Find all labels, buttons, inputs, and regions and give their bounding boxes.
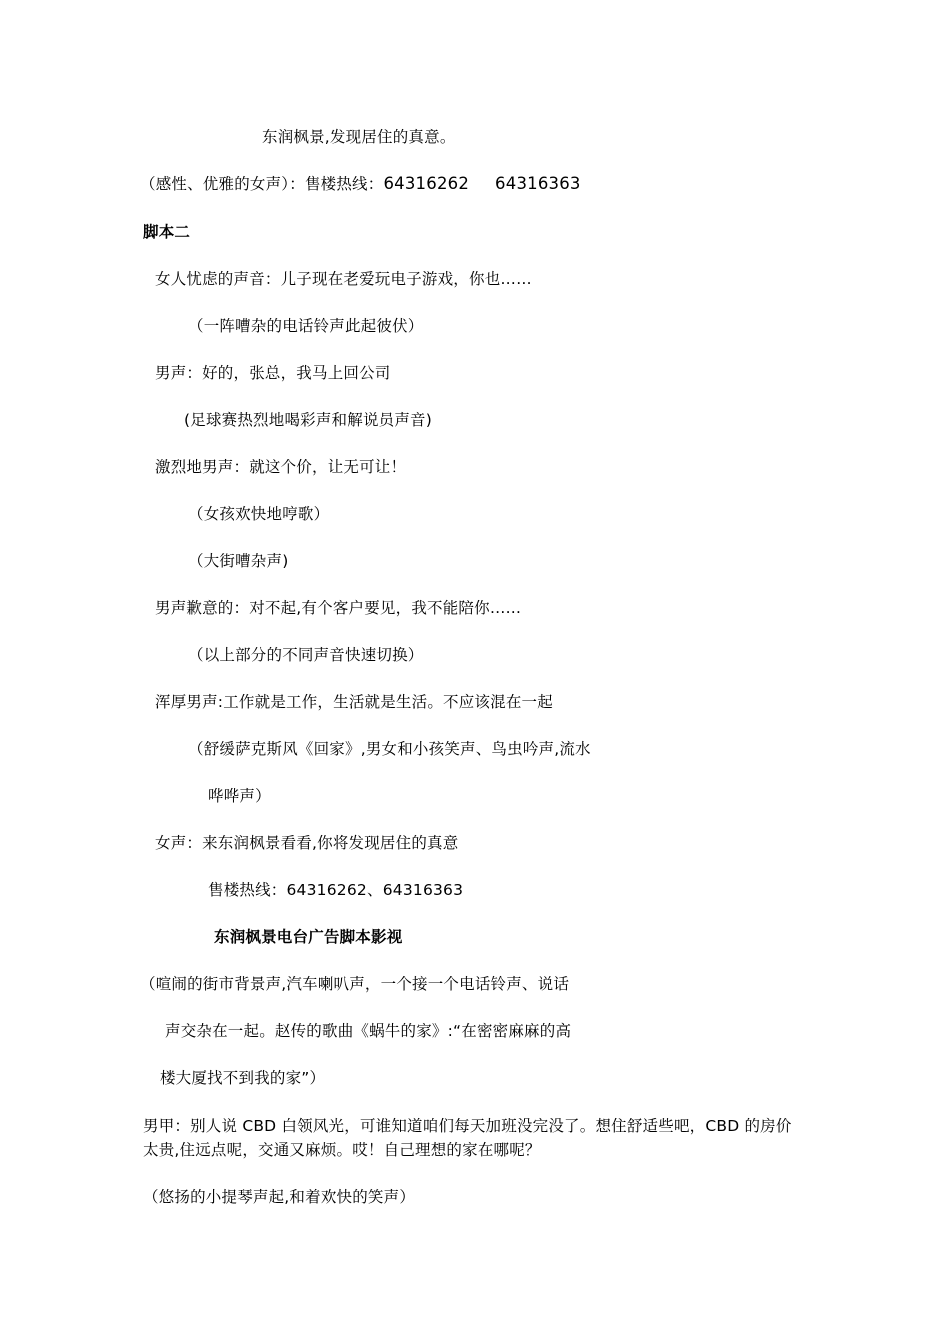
script-line: 女人忧虑的声音：儿子现在老爱玩电子游戏，你也…… [155,270,532,288]
script-line: （悠扬的小提琴声起,和着欢快的笑声） [143,1188,416,1206]
section-heading-radio-ad: 东润枫景电台广告脚本影视 [214,928,403,946]
dialogue-paragraph: 男甲：别人说 CBD 白领风光，可谁知道咱们每天加班没完没了。想住舒适些吧，CBD 的房价太贵,住远点呢，交通又麻烦。哎！自己理想的家在哪呢？ [143,1117,792,1159]
hotline-number-2: 64316363 [495,174,581,193]
script-line: 浑厚男声:工作就是工作，生活就是生活。不应该混在一起 [155,693,553,711]
hotline-number-1: 64316262 [383,174,470,193]
script-line: （舒缓萨克斯风《回家》,男女和小孩笑声、鸟虫吟声,流水 [188,740,591,758]
script-line: 楼大厦找不到我的家”） [160,1069,326,1087]
section-heading-script-2: 脚本二 [143,223,191,241]
script-line: （以上部分的不同声音快速切换） [188,646,424,664]
script-line: 男声歉意的：对不起,有个客户要见，我不能陪你…… [155,599,522,617]
hotline-line-2: 售楼热线：64316262、64316363 [208,881,464,899]
script-line: 声交杂在一起。赵传的歌曲《蜗牛的家》:“在密密麻麻的高 [165,1022,572,1040]
script-line: （女孩欢快地哼歌） [188,505,330,523]
script-line: （喧闹的街市背景声,汽车喇叭声，一个接一个电话铃声、说话 [140,975,570,993]
script-line: 女声：来东润枫景看看,你将发现居住的真意 [155,834,459,852]
script-line: (足球赛热烈地喝彩声和解说员声音) [184,411,432,429]
script-line: （一阵嘈杂的电话铃声此起彼伏） [188,317,424,335]
script-line: 激烈地男声：就这个价，让无可让！ [155,458,407,476]
tagline-line: 东润枫景,发现居住的真意。 [262,128,456,146]
hotline-line [140,173,581,195]
hotline-label: （感性、优雅的女声）：售楼热线： [140,175,384,193]
script-line: 哗哗声） [208,787,271,805]
script-line: （大街嘈杂声) [188,552,289,570]
script-line: 男声：好的，张总，我马上回公司 [155,364,391,382]
